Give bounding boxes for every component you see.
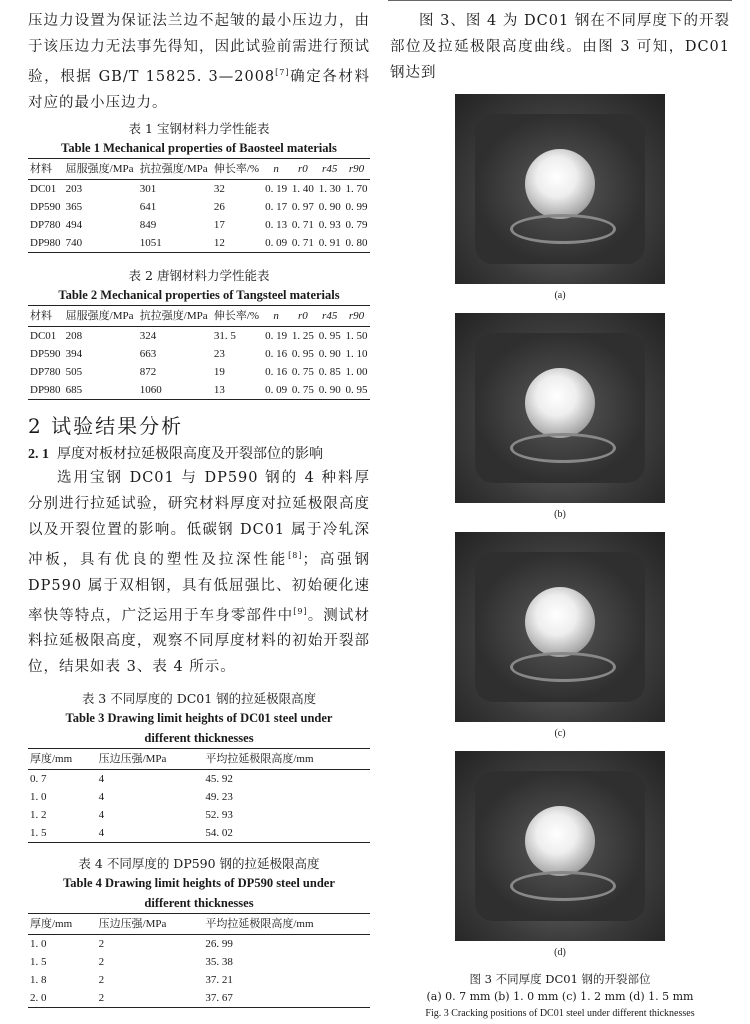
table-cell: 19 xyxy=(213,365,225,378)
table-cell: 0. 91 xyxy=(318,236,341,249)
table-cell: 1. 40 xyxy=(291,182,314,195)
col-header: 屈服强度/MPa xyxy=(65,309,134,322)
table-cell: 1. 50 xyxy=(345,329,368,342)
photo-label: (d) xyxy=(554,947,566,958)
right-column xyxy=(390,8,730,1022)
right-paragraph: 图 3、图 4 为 DC01 钢在不同厚度下的开裂部位及拉延极限高度曲线。由图 3 可知，DC01 钢达到 xyxy=(390,13,730,81)
table-cell: DP980 xyxy=(30,383,61,396)
table-cell: 4 xyxy=(98,827,105,840)
table-cell: 0. 13 xyxy=(265,218,288,231)
table-cell: 26. 99 xyxy=(205,938,233,951)
table-cell: 0. 90 xyxy=(318,200,341,213)
photo-a xyxy=(455,94,665,284)
col-header: 压边压强/MPa xyxy=(98,918,167,931)
col-header: 厚度/mm xyxy=(30,918,73,931)
table-cell: 1051 xyxy=(139,236,162,249)
table-row xyxy=(28,788,370,806)
col-header: r0 xyxy=(297,162,308,175)
table1 xyxy=(28,158,370,253)
table-cell: 1. 70 xyxy=(345,182,368,195)
table-cell: 35. 38 xyxy=(205,956,233,969)
table-row xyxy=(28,953,370,971)
col-header: 材料 xyxy=(30,162,52,175)
table3-caption-en-1: Table 3 Drawing limit heights of DC01 steel under xyxy=(65,711,333,726)
table-cell: 1. 5 xyxy=(30,827,47,840)
table-row xyxy=(28,971,370,989)
figure-legend: (a) 0. 7 mm (b) 1. 0 mm (c) 1. 2 mm (d) 1. 5 mm xyxy=(426,990,694,1003)
table3-caption-cn: 表 3 不同厚度的 DC01 钢的拉延极限高度 xyxy=(81,691,317,707)
table-cell: 23 xyxy=(213,347,225,360)
table-cell: 0. 7 xyxy=(30,773,47,786)
table-cell: 641 xyxy=(139,200,157,213)
col-header: r45 xyxy=(322,162,338,175)
table-cell: 0. 09 xyxy=(265,383,288,396)
table-cell: 31. 5 xyxy=(213,329,236,342)
col-header: 压边压强/MPa xyxy=(98,753,167,766)
table-cell: 663 xyxy=(139,347,157,360)
table-cell: 505 xyxy=(65,365,83,378)
table-cell: 1. 10 xyxy=(345,347,368,360)
col-header: 平均拉延极限高度/mm xyxy=(205,753,314,766)
table-cell: 49. 23 xyxy=(205,791,233,804)
table-row xyxy=(28,806,370,824)
table-cell: 0. 09 xyxy=(265,236,288,249)
table-cell: 0. 95 xyxy=(291,347,314,360)
table-cell: 37. 67 xyxy=(205,992,233,1005)
table2 xyxy=(28,305,370,400)
table-row xyxy=(28,935,370,954)
table-cell: 2. 0 xyxy=(30,992,47,1005)
table-cell: 208 xyxy=(65,329,83,342)
table-cell: 0. 16 xyxy=(265,347,288,360)
figure-3 xyxy=(390,94,730,1022)
table-cell: 324 xyxy=(139,329,157,342)
col-header: 伸长率/% xyxy=(213,162,260,175)
photo-label: (a) xyxy=(554,290,566,301)
col-header: n xyxy=(273,309,279,322)
table-cell: 4 xyxy=(98,809,105,822)
table-row xyxy=(28,179,370,198)
table-cell: 740 xyxy=(65,236,83,249)
table-cell: 849 xyxy=(139,218,157,231)
left-column xyxy=(28,8,370,1008)
table-cell: DP780 xyxy=(30,218,61,231)
table-cell: 0. 75 xyxy=(291,383,314,396)
table2-caption-en: Table 2 Mechanical properties of Tangsteel materials xyxy=(58,287,340,302)
figure-caption-cn: 图 3 不同厚度 DC01 钢的开裂部位 xyxy=(469,972,651,986)
table-cell: 0. 71 xyxy=(291,218,314,231)
photo-d xyxy=(455,751,665,941)
table-header-row xyxy=(28,305,370,326)
header-rule xyxy=(388,0,732,1)
table-row xyxy=(28,234,370,253)
table-cell: 1. 30 xyxy=(318,182,341,195)
table2-caption-cn: 表 2 唐钢材料力学性能表 xyxy=(128,267,270,283)
table-cell: 54. 02 xyxy=(205,827,233,840)
table-cell: 0. 95 xyxy=(345,383,368,396)
table-cell: DC01 xyxy=(30,329,57,342)
table-cell: 0. 19 xyxy=(265,182,288,195)
table-row xyxy=(28,824,370,843)
table-header-row xyxy=(28,914,370,935)
table-cell: 0. 80 xyxy=(345,236,368,249)
table1-caption-cn: 表 1 宝钢材料力学性能表 xyxy=(128,120,270,136)
col-header: r90 xyxy=(348,309,365,322)
table3-caption-en-2: different thicknesses xyxy=(144,731,254,746)
table-cell: 1. 0 xyxy=(30,791,47,804)
table-cell: 1. 0 xyxy=(30,938,47,951)
col-header: 厚度/mm xyxy=(30,753,73,766)
table-cell: 1060 xyxy=(139,383,162,396)
col-header: r90 xyxy=(348,162,365,175)
table-cell: 37. 21 xyxy=(205,974,233,987)
table-row xyxy=(28,345,370,363)
table-cell: 0. 90 xyxy=(318,383,341,396)
table-cell: 4 xyxy=(98,791,105,804)
table-cell: 2 xyxy=(98,974,105,987)
col-header: 抗拉强度/MPa xyxy=(139,309,208,322)
col-header: 材料 xyxy=(30,309,52,322)
table-cell: 872 xyxy=(139,365,157,378)
table1-caption-en: Table 1 Mechanical properties of Baosteel materials xyxy=(61,140,337,155)
table-cell: 0. 95 xyxy=(318,329,341,342)
intro-paragraph: 压边力设置为保证法兰边不起皱的最小压边力，由于该压边力无法事先得知，因此试验前需进行预试验，根据 GB/T 15825. 3—2008[7]确定各材料对应的最小压边力。 xyxy=(28,13,370,111)
table-row xyxy=(28,326,370,345)
table-cell: 0. 75 xyxy=(291,365,314,378)
table3 xyxy=(28,748,370,843)
table-row xyxy=(28,363,370,381)
photo-c xyxy=(455,532,665,722)
table-cell: 17 xyxy=(213,218,225,231)
table-cell: 1. 25 xyxy=(291,329,314,342)
section-heading: 2 试验结果分析 xyxy=(28,413,184,438)
table-cell: 301 xyxy=(139,182,157,195)
table-cell: 0. 79 xyxy=(345,218,368,231)
table-row xyxy=(28,198,370,216)
table-cell: 0. 99 xyxy=(345,200,368,213)
col-header: n xyxy=(273,162,279,175)
table-cell: 0. 19 xyxy=(265,329,288,342)
col-header: 屈服强度/MPa xyxy=(65,162,134,175)
table4 xyxy=(28,913,370,1008)
table-row xyxy=(28,989,370,1008)
table-cell: 13 xyxy=(213,383,225,396)
table-cell: DP590 xyxy=(30,347,61,360)
table-cell: 0. 85 xyxy=(318,365,341,378)
table-row xyxy=(28,381,370,400)
photo-b xyxy=(455,313,665,503)
table-cell: DP980 xyxy=(30,236,61,249)
table4-caption-cn: 表 4 不同厚度的 DP590 钢的拉延极限高度 xyxy=(78,856,320,872)
table-cell: 2 xyxy=(98,956,105,969)
table-cell: 203 xyxy=(65,182,83,195)
table4-caption-en-1: Table 4 Drawing limit heights of DP590 steel under xyxy=(63,876,335,891)
table-cell: 0. 93 xyxy=(318,218,341,231)
body-paragraph: 选用宝钢 DC01 与 DP590 钢的 4 种料厚分别进行拉延试验，研究材料厚度对拉延极限高度以及开裂位置的影响。低碳钢 DC01 属于冷轧深冲板，具有优良的塑性及拉深性能[8]；高强钢 DP590 属于双相钢，具有低屈强比、初始硬化速率快等特点，广泛运用于车身零部件中[9]。测试材料拉延极限高度，观察不同厚度材料的初始开裂部位，结果如表 3、表 4 所示。 xyxy=(28,469,371,676)
figure-caption-en: Fig. 3 Cracking positions of DC01 steel under different thicknesses xyxy=(425,1008,695,1019)
subsection-heading: 2. 1 厚度对板材拉延极限高度及开裂部位的影响 xyxy=(28,445,323,462)
table-cell: 1. 8 xyxy=(30,974,47,987)
table-cell: 1. 00 xyxy=(345,365,368,378)
table-cell: 0. 16 xyxy=(265,365,288,378)
table-row xyxy=(28,770,370,789)
table-cell: 4 xyxy=(98,773,105,786)
table-cell: 1. 2 xyxy=(30,809,47,822)
table-cell: 0. 97 xyxy=(291,200,314,213)
table-cell: 494 xyxy=(65,218,83,231)
table-cell: DP590 xyxy=(30,200,61,213)
table-cell: 26 xyxy=(213,200,225,213)
table-cell: 45. 92 xyxy=(205,773,233,786)
table-row xyxy=(28,216,370,234)
col-header: 伸长率/% xyxy=(213,309,260,322)
table-cell: 1. 5 xyxy=(30,956,47,969)
col-header: r45 xyxy=(322,309,338,322)
table-cell: 2 xyxy=(98,938,105,951)
table-cell: DC01 xyxy=(30,182,57,195)
table-cell: 2 xyxy=(98,992,105,1005)
photo-label: (c) xyxy=(554,728,566,739)
col-header: 抗拉强度/MPa xyxy=(139,162,208,175)
table-cell: 365 xyxy=(65,200,83,213)
photo-label: (b) xyxy=(554,509,566,520)
table-cell: 0. 71 xyxy=(291,236,314,249)
table-cell: 0. 90 xyxy=(318,347,341,360)
table-cell: DP780 xyxy=(30,365,61,378)
table-cell: 0. 17 xyxy=(265,200,288,213)
table-cell: 685 xyxy=(65,383,83,396)
table-header-row xyxy=(28,749,370,770)
table-cell: 394 xyxy=(65,347,83,360)
table-cell: 52. 93 xyxy=(205,809,233,822)
col-header: 平均拉延极限高度/mm xyxy=(205,918,314,931)
table-cell: 12 xyxy=(213,236,225,249)
col-header: r0 xyxy=(297,309,308,322)
table-cell: 32 xyxy=(213,182,225,195)
table4-caption-en-2: different thicknesses xyxy=(144,896,254,911)
table-header-row xyxy=(28,158,370,179)
